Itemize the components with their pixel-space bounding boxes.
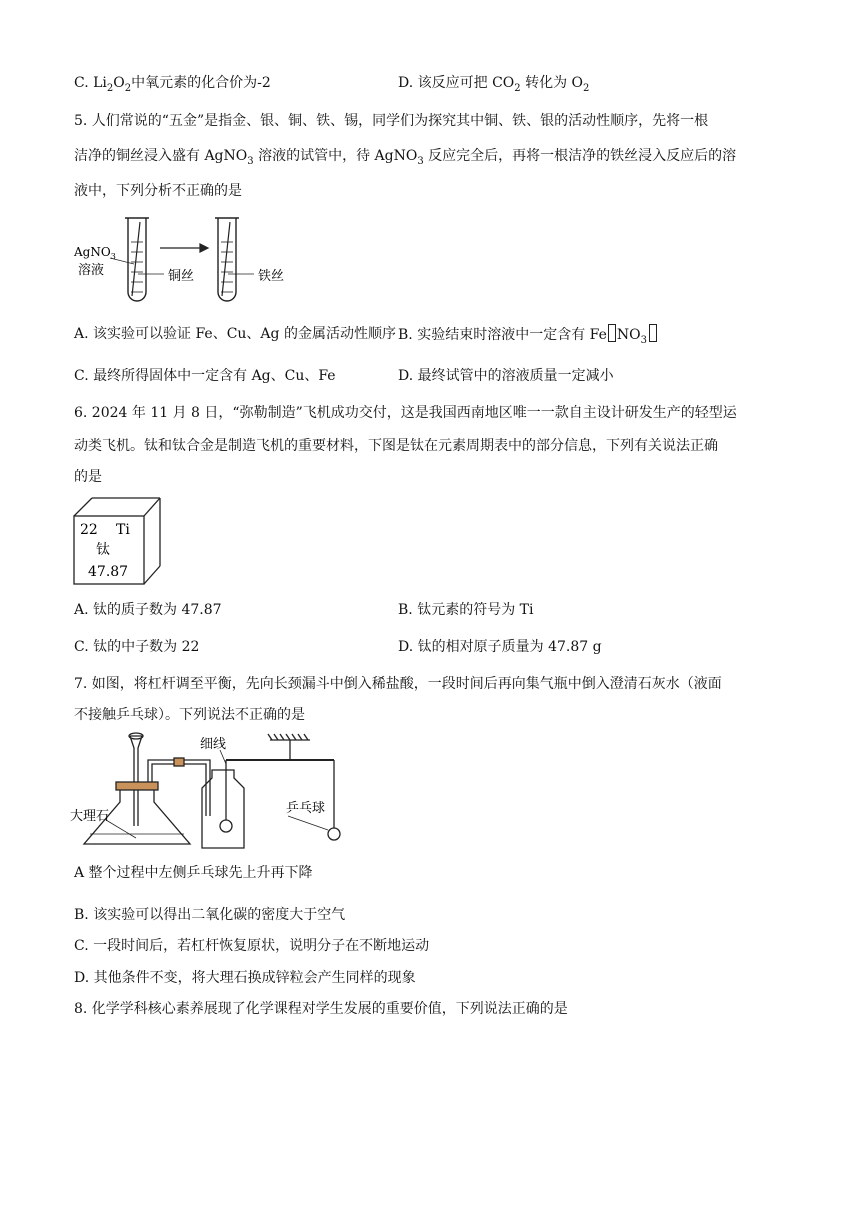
agno3-label: AgNO$_3$	[74, 245, 116, 261]
q6-option-d: D. 钛的相对原子质量为 47.87 g	[398, 639, 602, 655]
arrow-icon	[160, 244, 208, 252]
q6-option-b: B. 钛元素的符号为 Ti	[398, 602, 534, 618]
ping-pong-ball-right	[328, 828, 340, 840]
q5-option-a: A. 该实验可以验证 Fe、Cu、Ag 的金属活动性顺序	[74, 326, 396, 342]
q8-stem-line1: 8. 化学学科核心素养展现了化学课程对学生发展的重要价值，下列说法正确的是	[74, 1001, 568, 1017]
q5-stem-line2: 洁净的铜丝浸入盛有 AgNO$_3$ 溶液的试管中，待 AgNO$_3$ 反应完全后，再将一根洁净的铁丝浸入反应后的溶	[74, 148, 737, 167]
test-tube-right	[215, 218, 239, 301]
q5-stem-line3: 液中，下列分析不正确的是	[74, 183, 242, 199]
copper-label: 铜丝	[168, 269, 195, 284]
q7-stem-line2: 不接触乒乓球）。下列说法不正确的是	[74, 707, 305, 723]
solution-label: 溶液	[78, 263, 105, 278]
q4-option-d: D. 该反应可把 $CO_2$ 转化为 $O_2$	[398, 75, 590, 94]
q6-stem-line3: 的是	[74, 469, 102, 485]
thread-label: 细线	[200, 737, 227, 752]
q6-option-c: C. 钛的中子数为 22	[74, 639, 200, 655]
q4-option-c: C. $Li_2O_2$中氧元素的化合价为-2	[74, 75, 271, 94]
iron-label: 铁丝	[258, 269, 285, 284]
gas-collection-bottle	[202, 770, 244, 848]
long-neck-funnel	[130, 736, 142, 826]
q7-option-b: B. 该实验可以得出二氧化碳的密度大于空气	[74, 907, 346, 923]
q7-lever-apparatus-figure	[70, 730, 360, 860]
periodic-table-cell	[72, 496, 164, 588]
test-tube-left	[125, 218, 149, 301]
q5-option-c: C. 最终所得固体中一定含有 Ag、Cu、Fe	[74, 368, 336, 384]
element-name: 钛	[96, 542, 110, 558]
q5-option-b: B. 实验结束时溶液中一定含有 Fe $NO_3$	[398, 324, 657, 351]
marble-label: 大理石	[70, 809, 110, 824]
q7-option-d: D. 其他条件不变，将大理石换成锌粒会产生同样的现象	[74, 970, 416, 986]
q5-test-tube-figure	[70, 212, 310, 312]
q6-stem-line1: 6. 2024 年 11 月 8 日，“弥勒制造”飞机成功交付，这是我国西南地区唯一一款自主设计研发生产的轻型运	[74, 405, 737, 421]
q7-stem-line1: 7. 如图，将杠杆调至平衡，先向长颈漏斗中倒入稀盐酸，一段时间后再向集气瓶中倒入澄清石灰水（液面	[74, 676, 722, 692]
q5-stem-line1: 5. 人们常说的“五金”是指金、银、铜、铁、锡，同学们为探究其中铜、铁、银的活动性顺序，先将一根	[74, 113, 709, 129]
q6-option-a: A. 钛的质子数为 47.87	[74, 602, 222, 618]
ping-pong-label: 乒乓球	[286, 801, 326, 816]
q6-stem-line2: 动类飞机。钛和钛合金是制造飞机的重要材料，下图是钛在元素周期表中的部分信息，下列有关说法正确	[74, 438, 718, 454]
atomic-mass: 47.87	[88, 564, 129, 580]
element-symbol: Ti	[116, 522, 130, 538]
q7-option-c: C. 一段时间后，若杠杆恢复原状，说明分子在不断地运动	[74, 938, 430, 954]
atomic-number: 22	[80, 522, 98, 538]
q5-option-d: D. 最终试管中的溶液质量一定减小	[398, 368, 614, 384]
ping-pong-ball-left	[220, 820, 232, 832]
q7-option-a: A 整个过程中左侧乒乓球先上升再下降	[74, 865, 313, 881]
